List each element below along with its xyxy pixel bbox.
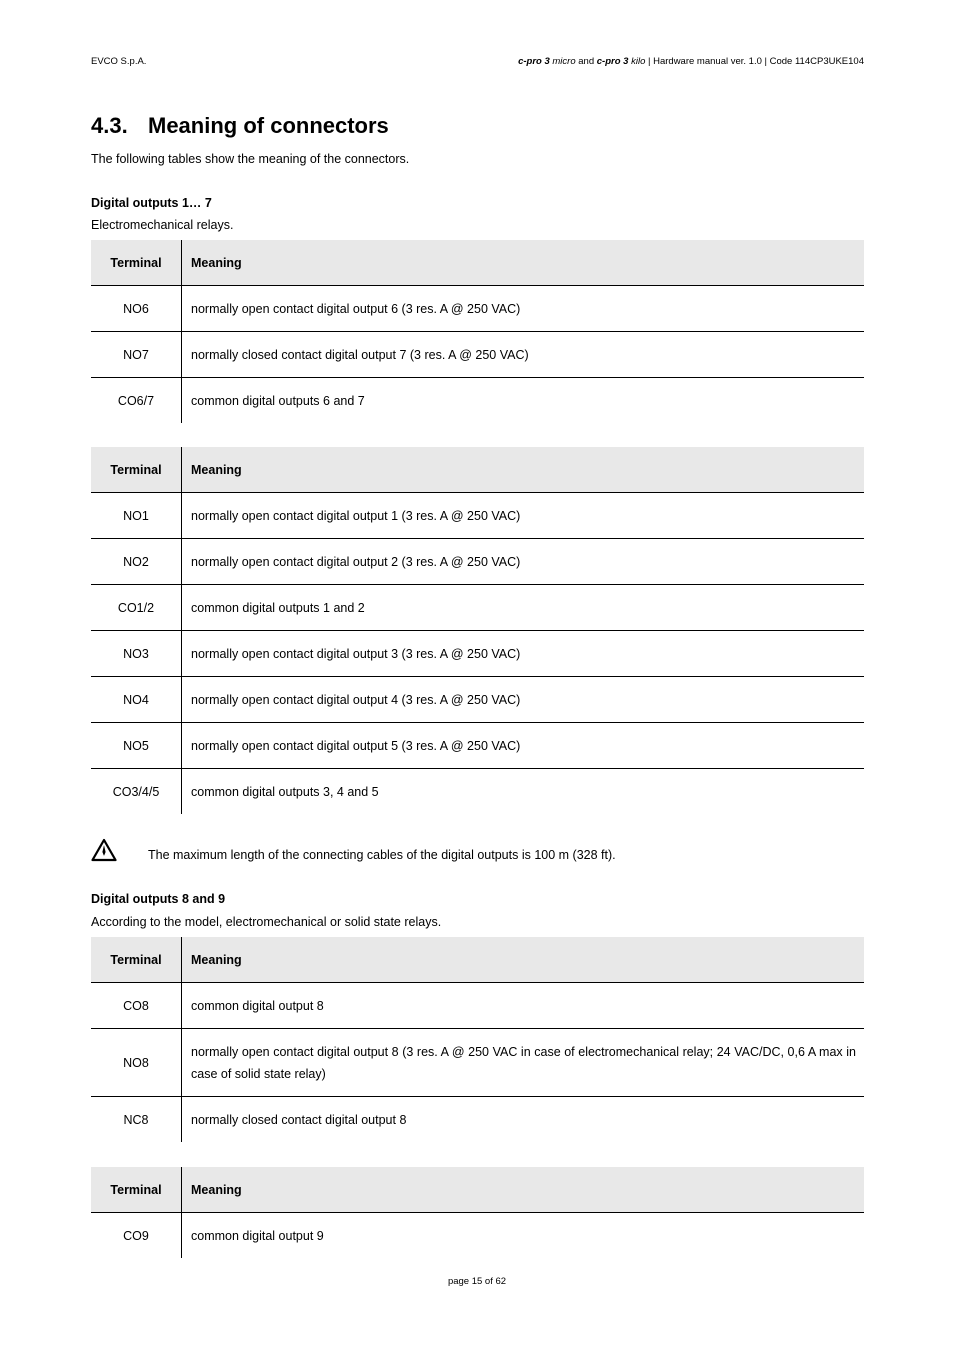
header-product-a: c-pro 3	[518, 56, 550, 67]
terminal-cell: NO3	[91, 631, 182, 677]
col-terminal-header: Terminal	[91, 1167, 182, 1213]
table-row	[91, 677, 864, 723]
header-doc-info	[518, 56, 864, 67]
col-meaning-header: Meaning	[182, 1167, 865, 1213]
table-header-row	[91, 1167, 864, 1213]
table-row	[91, 378, 864, 424]
table-digital-outputs-1-5	[91, 447, 864, 814]
col-terminal-header: Terminal	[91, 937, 182, 983]
table-row	[91, 539, 864, 585]
meaning-cell: common digital outputs 1 and 2	[182, 585, 865, 631]
section-intro: The following tables show the meaning of the connectors.	[91, 152, 410, 166]
meaning-cell: normally open contact digital output 1 (3 res. A @ 250 VAC)	[182, 493, 865, 539]
terminal-cell: NO7	[91, 332, 182, 378]
section-number: 4.3.	[91, 113, 128, 138]
table-row	[91, 769, 864, 815]
header-product-b: c-pro 3	[596, 56, 629, 67]
header-company: EVCO S.p.A.	[91, 56, 147, 67]
table-row	[91, 1213, 864, 1259]
section-heading	[91, 113, 389, 139]
terminal-cell: NC8	[91, 1097, 182, 1143]
table-digital-outputs-6-7	[91, 240, 864, 423]
group1-description: Electromechanical relays.	[91, 218, 234, 232]
table-digital-output-8	[91, 937, 864, 1142]
table-row	[91, 983, 864, 1029]
terminal-cell: NO8	[91, 1029, 182, 1097]
meaning-cell: normally open contact digital output 8 (3 res. A @ 250 VAC in case of electromechanical relay; 24 VAC/DC, 0,6 A max in case of solid state relay)	[182, 1029, 865, 1097]
terminal-cell: NO4	[91, 677, 182, 723]
group2-description: According to the model, electromechanical or solid state relays.	[91, 915, 442, 929]
warning-triangle-icon	[91, 838, 117, 862]
warning-text: The maximum length of the connecting cables of the digital outputs is 100 m (328 ft).	[148, 848, 616, 862]
meaning-cell: normally open contact digital output 5 (3 res. A @ 250 VAC)	[182, 723, 865, 769]
meaning-cell: common digital outputs 3, 4 and 5	[182, 769, 865, 815]
meaning-cell: common digital output 9	[182, 1213, 865, 1259]
header-product-b-model: kilo	[631, 56, 646, 67]
col-meaning-header: Meaning	[182, 240, 865, 286]
meaning-cell: normally open contact digital output 4 (3 res. A @ 250 VAC)	[182, 677, 865, 723]
section-title: Meaning of connectors	[148, 113, 389, 138]
meaning-cell: normally open contact digital output 2 (3 res. A @ 250 VAC)	[182, 539, 865, 585]
table-header-row	[91, 447, 864, 493]
meaning-cell: common digital output 8	[182, 983, 865, 1029]
table-header-row	[91, 240, 864, 286]
terminal-cell: CO8	[91, 983, 182, 1029]
col-terminal-header: Terminal	[91, 240, 182, 286]
col-meaning-header: Meaning	[182, 937, 865, 983]
col-meaning-header: Meaning	[182, 447, 865, 493]
table-row	[91, 1029, 864, 1097]
terminal-cell: CO6/7	[91, 378, 182, 424]
terminal-cell: CO3/4/5	[91, 769, 182, 815]
meaning-cell: common digital outputs 6 and 7	[182, 378, 865, 424]
table-header-row	[91, 937, 864, 983]
table-row	[91, 493, 864, 539]
terminal-cell: NO6	[91, 286, 182, 332]
header-and: and	[578, 56, 595, 67]
table-row	[91, 585, 864, 631]
table-row	[91, 286, 864, 332]
group1-title: Digital outputs 1… 7	[91, 196, 212, 210]
terminal-cell: NO5	[91, 723, 182, 769]
table-digital-output-9	[91, 1167, 864, 1258]
table-row	[91, 1097, 864, 1143]
meaning-cell: normally closed contact digital output 7 (3 res. A @ 250 VAC)	[182, 332, 865, 378]
terminal-cell: CO9	[91, 1213, 182, 1259]
meaning-cell: normally open contact digital output 3 (3 res. A @ 250 VAC)	[182, 631, 865, 677]
terminal-cell: NO2	[91, 539, 182, 585]
header-product-a-model: micro	[552, 56, 576, 67]
meaning-cell: normally open contact digital output 6 (3 res. A @ 250 VAC)	[182, 286, 865, 332]
terminal-cell: NO1	[91, 493, 182, 539]
table-row	[91, 332, 864, 378]
table-row	[91, 723, 864, 769]
table-row	[91, 631, 864, 677]
page-number: page 15 of 62	[447, 1276, 507, 1287]
group2-title: Digital outputs 8 and 9	[91, 892, 226, 906]
col-terminal-header: Terminal	[91, 447, 182, 493]
meaning-cell: normally closed contact digital output 8	[182, 1097, 865, 1143]
header-doc-code: | Hardware manual ver. 1.0 | Code 114CP3UKE104	[648, 56, 864, 67]
terminal-cell: CO1/2	[91, 585, 182, 631]
